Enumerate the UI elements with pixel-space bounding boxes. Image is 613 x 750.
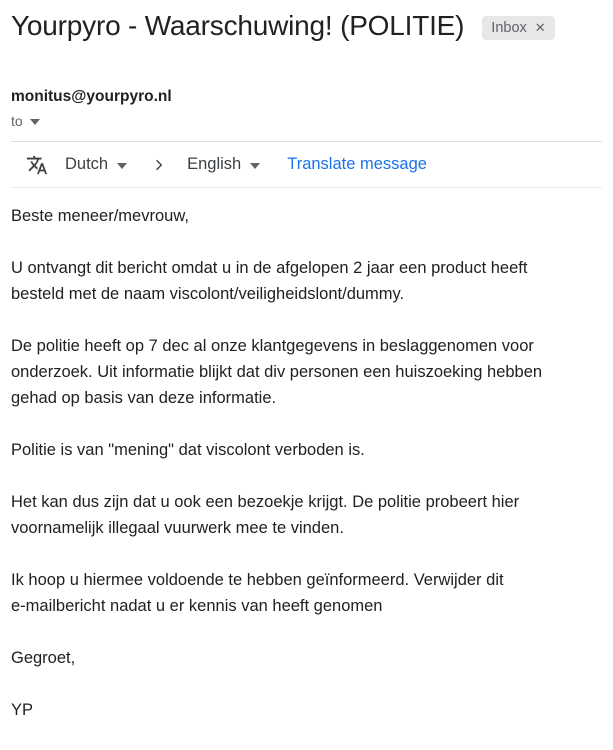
chevron-down-icon [30, 119, 40, 125]
body-paragraph [11, 437, 603, 463]
body-line: Het kan dus zijn dat u ook een bezoekje krijgt. De politie probeert hier [11, 493, 520, 511]
body-line: voornamelijk illegaal vuurwerk mee te vinden. [11, 519, 344, 537]
sender-block [11, 88, 603, 129]
body-paragraph [11, 255, 603, 307]
body-paragraph [11, 203, 603, 229]
body-paragraph [11, 645, 603, 671]
sender-email[interactable]: monitus@yourpyro.nl [11, 88, 172, 105]
source-language-label: Dutch [65, 155, 109, 173]
translate-message-button[interactable]: Translate message [287, 155, 427, 173]
body-line: Beste meneer/mevrouw, [11, 207, 189, 225]
translate-icon [26, 154, 48, 176]
email-body [11, 203, 603, 723]
chevron-down-icon [250, 163, 260, 169]
target-language-dropdown[interactable] [187, 155, 260, 174]
body-paragraph [11, 489, 603, 541]
inbox-label-chip[interactable] [482, 16, 554, 40]
body-line: Gegroet, [11, 649, 76, 667]
body-line: Politie is van "mening" dat viscolont verboden is. [11, 441, 365, 459]
subject-row [11, 9, 603, 43]
chevron-right-icon [152, 158, 166, 172]
remove-label-icon[interactable]: ✕ [534, 20, 546, 35]
body-line: YP [11, 701, 34, 719]
chevron-down-icon [117, 163, 127, 169]
body-line: Ik hoop u hiermee voldoende te hebben geïnformeerd. Verwijder dit [11, 571, 504, 589]
target-language-label: English [187, 155, 242, 173]
body-paragraph [11, 567, 603, 619]
body-line: besteld met de naam viscolont/veiligheidslont/dummy. [11, 285, 405, 303]
email-subject: Yourpyro - Waarschuwing! (POLITIE) [11, 10, 465, 41]
body-paragraph [11, 333, 603, 411]
to-label: to [11, 113, 23, 129]
body-line: onderzoek. Uit informatie blijkt dat div personen een huiszoeking hebben [11, 363, 543, 381]
body-line: e-mailbericht nadat u er kennis van heeft genomen [11, 597, 383, 615]
translate-bar [11, 141, 602, 188]
body-line: gehad op basis van deze informatie. [11, 389, 277, 407]
recipient-details-toggle[interactable] [11, 113, 40, 129]
inbox-label-text: Inbox [491, 19, 527, 36]
source-language-dropdown[interactable] [65, 155, 127, 174]
body-line: De politie heeft op 7 dec al onze klantgegevens in beslaggenomen voor [11, 337, 534, 355]
body-line: U ontvangt dit bericht omdat u in de afgelopen 2 jaar een product heeft [11, 259, 528, 277]
body-paragraph [11, 697, 603, 723]
